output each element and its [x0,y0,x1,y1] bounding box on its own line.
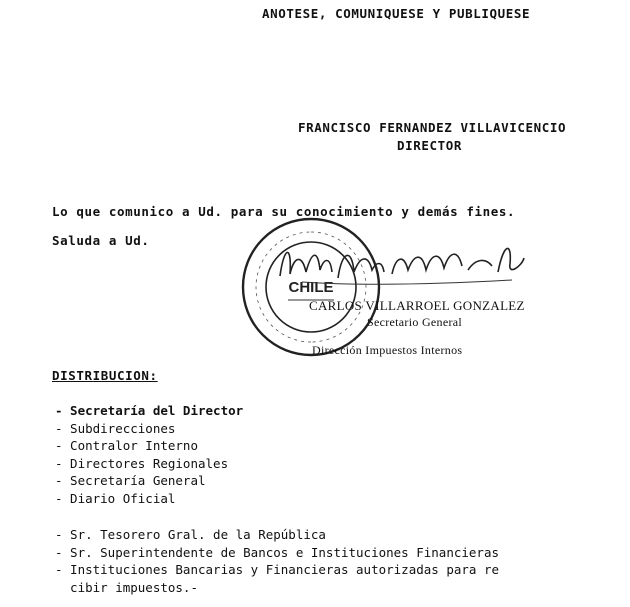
list-item: - Sr. Superintendente de Bancos e Instituciones Financieras [55,544,500,560]
list-item: - Secretaría del Director [55,403,244,418]
handwritten-signature [272,236,532,296]
closing-heading: ANOTESE, COMUNIQUESE Y PUBLIQUESE [262,6,531,21]
signatory-name: CARLOS VILLARROEL GONZALEZ [309,298,525,313]
list-item: - Contralor Interno [55,438,198,454]
director-title: DIRECTOR [397,138,463,153]
list-item: - Secretaría General [55,473,206,489]
signatory-department: Dirección Impuestos Internos [312,343,463,357]
list-item: - Sr. Tesorero Gral. de la República [55,527,326,542]
list-item: - Instituciones Bancarias y Financieras autorizadas para re [55,562,500,578]
body-text: Lo que comunico a Ud. para su conocimiento y demás fines. [52,204,516,219]
list-item: cibir impuestos.- [55,579,198,595]
svg-text:CHILE: CHILE [288,279,334,296]
distribution-title: DISTRIBUCION: [52,368,158,383]
list-item: - Diario Oficial [55,490,176,506]
list-item: - Directores Regionales [55,455,229,471]
list-item: - Subdirecciones [55,420,176,436]
distribution-external-list [55,526,499,596]
director-name: FRANCISCO FERNANDEZ VILLAVICENCIO [298,120,567,135]
distribution-internal-list [55,402,243,508]
greeting: Saluda a Ud. [52,233,150,248]
signatory-title: Secretario General [367,315,463,329]
